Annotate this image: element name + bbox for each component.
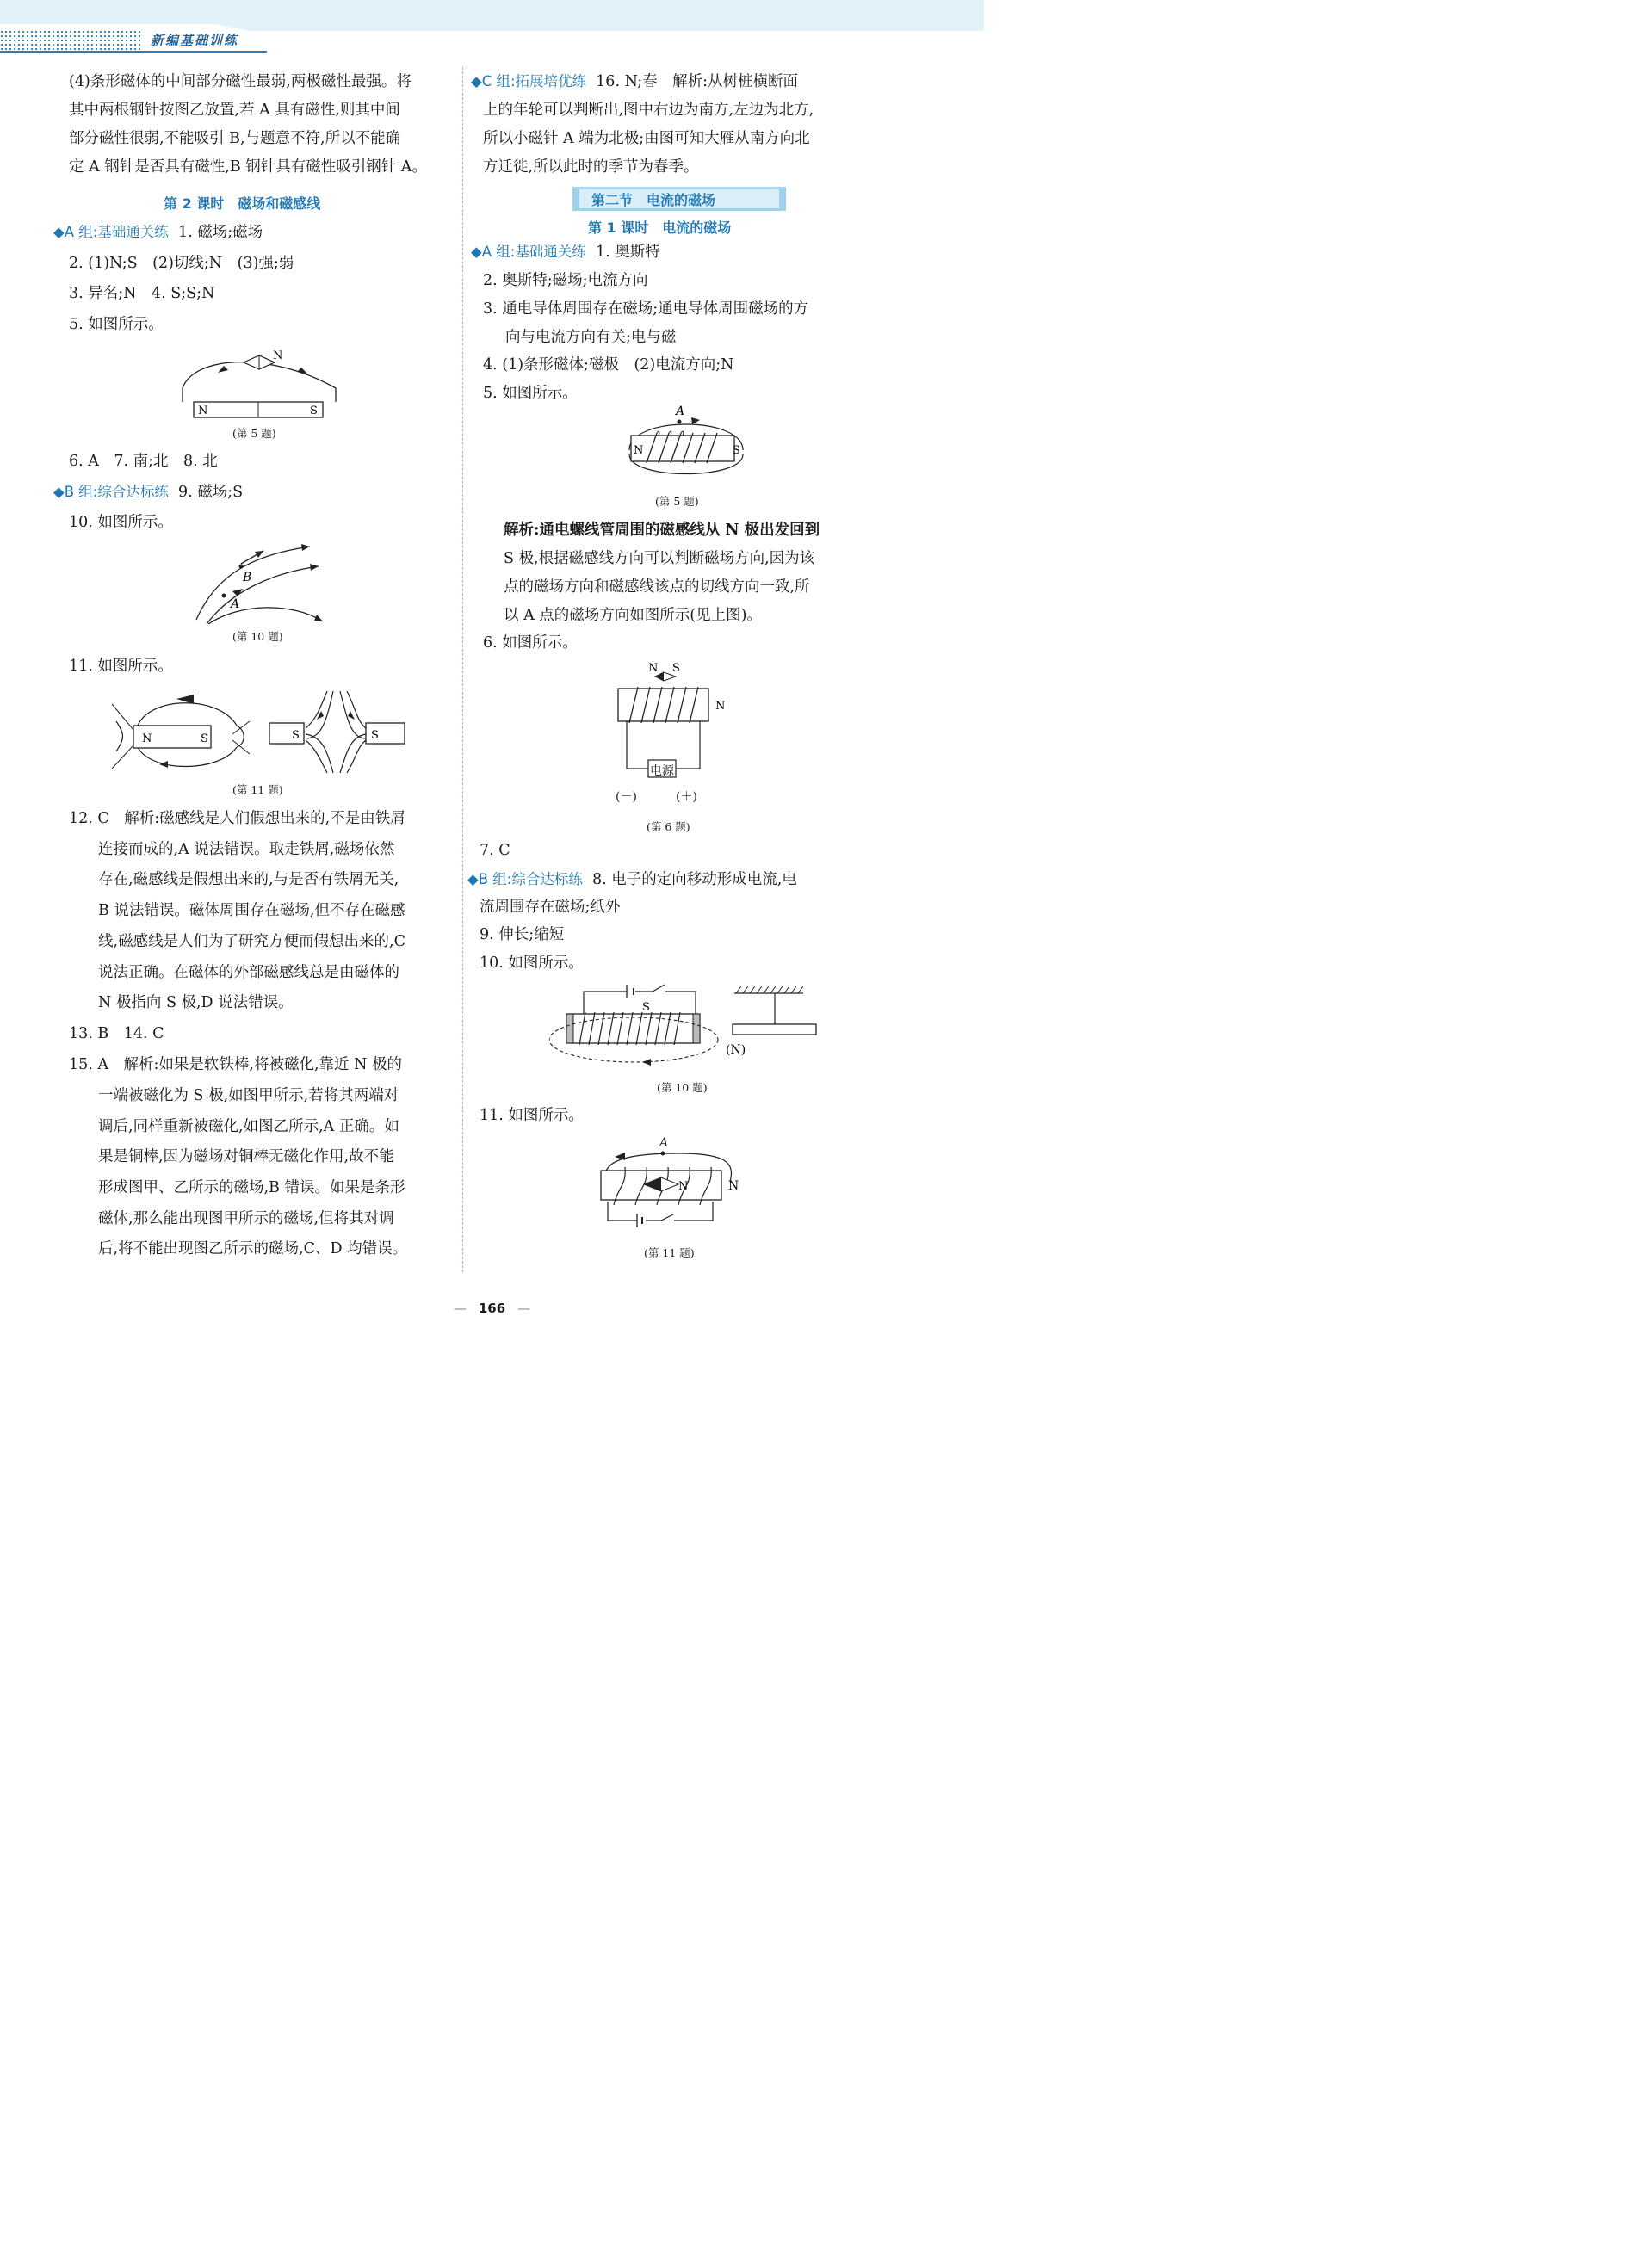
- terminal-plus: (＋): [676, 790, 697, 804]
- explanation-line: 12. C 解析:磁感线是人们假想出来的,不是由铁屑: [69, 810, 405, 827]
- answer-line: 7. C: [480, 842, 510, 859]
- answer-text: 1. 奥斯特: [595, 244, 660, 261]
- svg-text:S: S: [733, 444, 740, 457]
- group-label: A 组:基础通关练: [64, 224, 169, 240]
- page-header: [0, 0, 984, 53]
- svg-text:N: N: [198, 405, 208, 417]
- header-band: [0, 0, 984, 53]
- explanation-line: 一端被磁化为 S 极,如图甲所示,若将其两端对: [98, 1087, 399, 1104]
- explanation-line: 连接而成的,A 说法错误。取走铁屑,磁场依然: [98, 841, 395, 858]
- answer-line: 11. 如图所示。: [69, 658, 173, 675]
- diamond-icon: ◆: [467, 871, 479, 887]
- answer-text: 1. 磁场;磁场: [177, 224, 263, 241]
- svg-text:A: A: [676, 405, 685, 418]
- explanation-line: S 极,根据磁感线方向可以判断磁场方向,因为该: [504, 550, 815, 567]
- svg-text:(N): (N): [726, 1043, 746, 1057]
- answer-line: 3. 通电导体周围存在磁场;通电导体周围磁场的方: [483, 300, 809, 318]
- explanation-line: 形成图甲、乙所示的磁场,B 错误。如果是条形: [98, 1179, 405, 1196]
- figure-6-right: [614, 661, 734, 790]
- column-divider: [462, 67, 463, 1272]
- figure-11-right: [592, 1134, 764, 1242]
- group-label: C 组:拓展培优练: [481, 73, 587, 90]
- svg-text:N: N: [273, 349, 283, 362]
- answer-line: 9. 伸长;缩短: [480, 926, 565, 943]
- svg-text:N: N: [728, 1179, 739, 1193]
- group-label: B 组:综合达标练: [478, 871, 583, 887]
- explanation-line: 存在,磁感线是假想出来的,与是否有铁屑无关,: [98, 871, 399, 888]
- svg-text:N: N: [634, 444, 644, 457]
- figure-caption: (第 5 题): [232, 427, 276, 440]
- svg-text:B: B: [243, 571, 252, 584]
- svg-text:N: N: [648, 662, 659, 675]
- explanation-line: 上的年轮可以判断出,图中右边为南方,左边为北方,: [483, 102, 814, 119]
- explanation-line: 磁体,那么能出现图甲所示的磁场,但将其对调: [98, 1210, 394, 1227]
- answer-line: 2. 奥斯特;磁场;电流方向: [483, 272, 648, 289]
- answer-text: 9. 磁场;S: [177, 484, 244, 501]
- answer-line: 10. 如图所示。: [480, 955, 584, 972]
- answer-line: 6. A 7. 南;北 8. 北: [69, 453, 218, 470]
- page-number: — 166 —: [453, 1301, 531, 1316]
- explanation-line: 点的磁场方向和磁感线该点的切线方向一致,所: [504, 578, 810, 596]
- answer-line: 流周围存在磁场;纸外: [480, 899, 621, 916]
- explanation-line: [504, 520, 820, 541]
- answer-line: 6. 如图所示。: [483, 634, 578, 652]
- figure-10-left: [189, 542, 327, 628]
- diamond-icon: ◆: [53, 484, 65, 500]
- explanation-line: 15. A 解析:如果是软铁棒,将被磁化,靠近 N 极的: [69, 1056, 402, 1073]
- figure-caption: (第 10 题): [232, 630, 283, 643]
- text-line: 其中两根钢针按图乙放置,若 A 具有磁性,则其中间: [69, 102, 400, 119]
- power-label: 电源: [650, 764, 674, 778]
- page-number-value: 166: [478, 1301, 506, 1316]
- diamond-icon: ◆: [53, 224, 65, 240]
- svg-text:A: A: [231, 597, 240, 611]
- group-line: [53, 222, 263, 243]
- answer-line: 2. (1)N;S (2)切线;N (3)强;弱: [69, 255, 294, 272]
- group-label: A 组:基础通关练: [481, 244, 586, 260]
- answer-text: 16. N;春 解析:从树桩横断面: [596, 73, 799, 90]
- svg-text:N: N: [678, 1180, 689, 1193]
- lesson-heading: 第 1 课时 电流的磁场: [588, 219, 732, 236]
- answer-line: 5. 如图所示。: [69, 316, 164, 333]
- explanation-line: N 极指向 S 极,D 说法错误。: [98, 994, 294, 1011]
- group-label: B 组:综合达标练: [64, 484, 169, 500]
- svg-text:N: N: [142, 732, 152, 745]
- diamond-icon: ◆: [471, 73, 482, 90]
- svg-text:A: A: [659, 1136, 669, 1150]
- svg-text:S: S: [642, 1001, 650, 1014]
- answer-text: 8. 电子的定向移动形成电流,电: [591, 871, 797, 888]
- answer-line: 13. B 14. C: [69, 1025, 164, 1042]
- terminal-minus: (－): [616, 790, 637, 804]
- group-line: [471, 242, 660, 263]
- explanation-line: 调后,同样重新被磁化,如图乙所示,A 正确。如: [98, 1118, 399, 1135]
- explanation-line: 果是铜棒,因为磁场对铜棒无磁化作用,故不能: [98, 1148, 394, 1165]
- answer-line: 3. 异名;N 4. S;S;N: [69, 285, 215, 302]
- svg-text:S: S: [672, 662, 680, 675]
- answer-line: 4. (1)条形磁体;磁极 (2)电流方向;N: [483, 356, 734, 374]
- svg-text:S: S: [371, 729, 379, 742]
- figure-caption: (第 11 题): [644, 1246, 695, 1259]
- group-line: [471, 71, 798, 92]
- text-line: 定 A 钢针是否具有磁性,B 钢针具有磁性吸引钢针 A。: [69, 158, 427, 176]
- explanation-line: 说法正确。在磁体的外部磁感线总是由磁体的: [98, 964, 399, 981]
- text-line: 部分磁性很弱,不能吸引 B,与题意不符,所以不能确: [69, 130, 401, 147]
- svg-text:N: N: [715, 700, 726, 713]
- figure-caption: (第 11 题): [232, 783, 283, 796]
- figure-11-left: [108, 687, 418, 777]
- figure-caption: (第 10 题): [657, 1081, 708, 1094]
- lesson-heading: 第 2 课时 磁场和磁感线: [164, 195, 321, 212]
- explanation-text: 解析:通电螺线管周围的磁感线从 N 极出发回到: [504, 522, 820, 539]
- explanation-line: 线,磁感线是人们为了研究方便而假想出来的,C: [98, 933, 406, 950]
- svg-text:S: S: [292, 729, 300, 742]
- explanation-line: 所以小磁针 A 端为北极;由图可知大雁从南方向北: [483, 130, 810, 147]
- svg-text:S: S: [201, 732, 208, 745]
- figure-10-right: [549, 981, 825, 1072]
- group-line: [467, 869, 797, 890]
- explanation-line: 以 A 点的磁场方向如图所示(见上图)。: [504, 607, 762, 624]
- svg-text:S: S: [310, 405, 318, 417]
- answer-line: 11. 如图所示。: [480, 1107, 584, 1124]
- answer-line: 5. 如图所示。: [483, 385, 578, 402]
- figure-5-left: [176, 347, 340, 424]
- explanation-line: 方迁徙,所以此时的季节为春季。: [483, 158, 699, 176]
- figure-caption: (第 5 题): [655, 495, 699, 508]
- explanation-line: 后,将不能出现图乙所示的磁场,C、D 均错误。: [98, 1240, 408, 1258]
- answer-line: 向与电流方向有关;电与磁: [505, 329, 677, 346]
- group-line: [53, 482, 243, 503]
- text-line: (4)条形磁体的中间部分磁性最弱,两极磁性最强。将: [69, 73, 411, 90]
- figure-5-right: [622, 403, 752, 489]
- section-heading: 第二节 电流的磁场: [591, 192, 716, 208]
- header-title: 新编基础训练: [151, 33, 239, 48]
- answer-line: 10. 如图所示。: [69, 514, 173, 531]
- figure-caption: (第 6 题): [647, 820, 690, 833]
- diamond-icon: ◆: [471, 244, 482, 260]
- explanation-line: B 说法错误。磁体周围存在磁场,但不存在磁感: [98, 902, 405, 919]
